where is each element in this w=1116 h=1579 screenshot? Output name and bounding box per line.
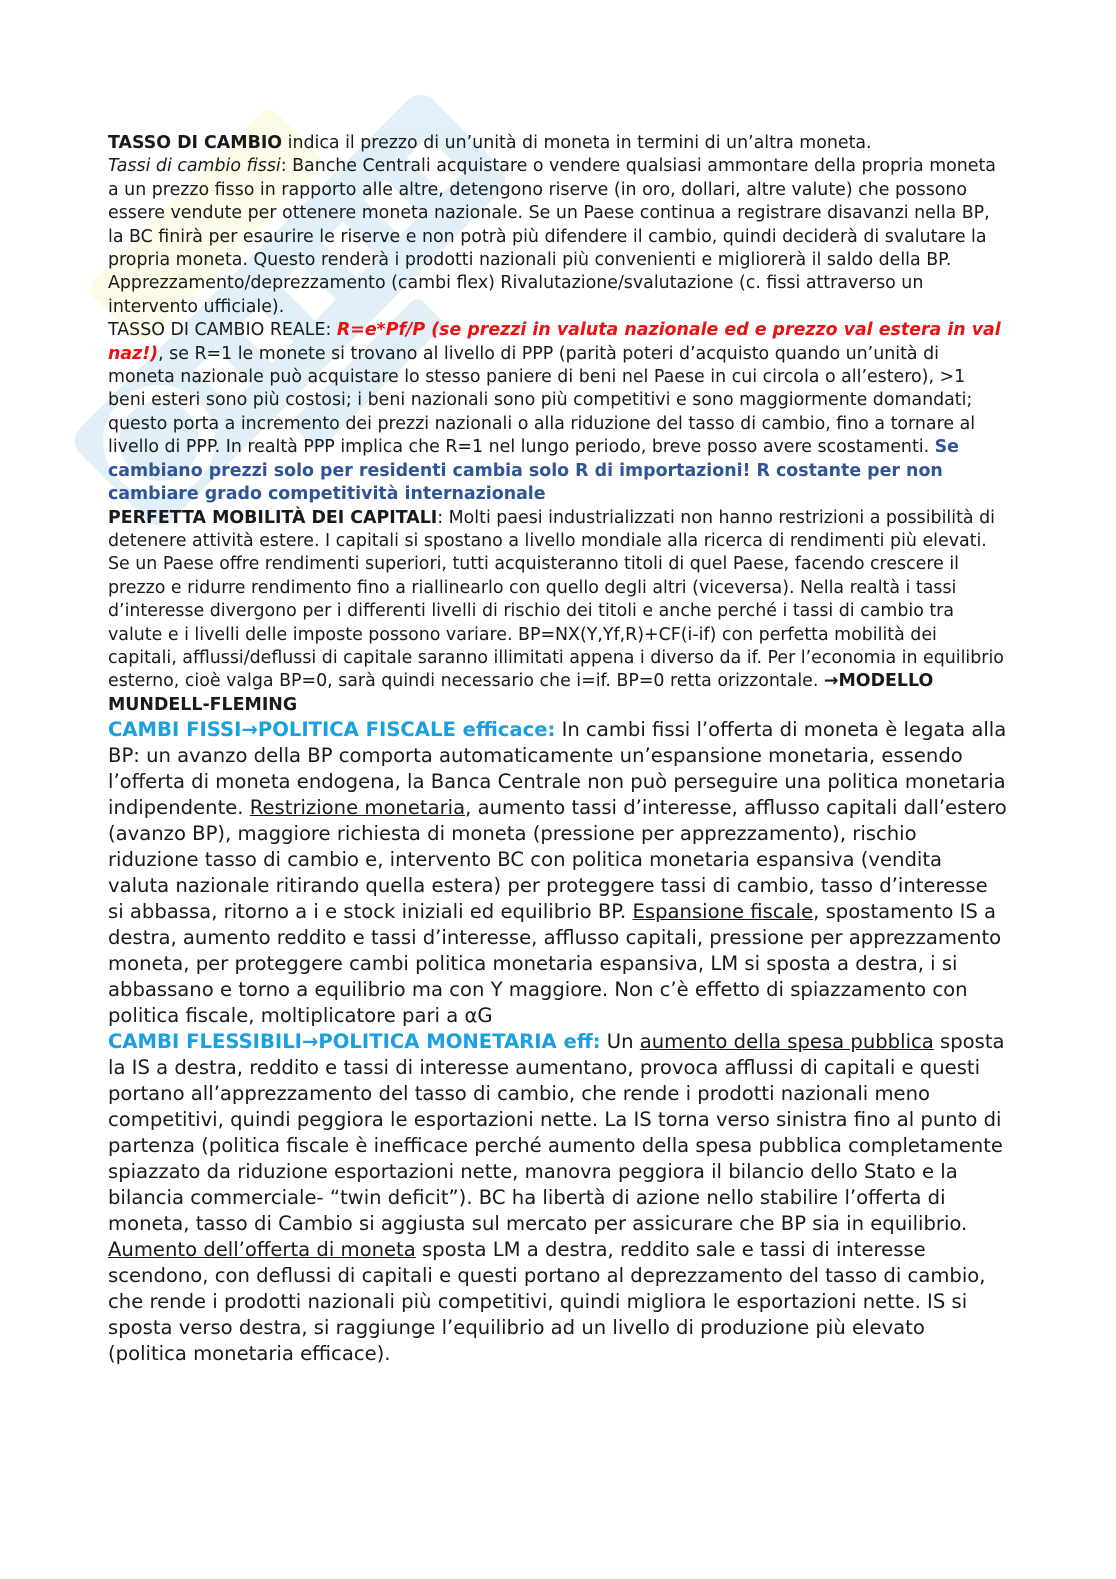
document-body (108, 132, 1008, 1367)
heading-tasso-di-cambio: TASSO DI CAMBIO (108, 133, 283, 153)
heading-mobilita-capitali: PERFETTA MOBILITÀ DEI CAPITALI (108, 507, 438, 528)
term-aumento-spesa-pubblica: aumento della spesa pubblica (639, 1030, 934, 1054)
arrow-right-icon: → (241, 718, 258, 742)
heading-cambi-flessibili: CAMBI FLESSIBILI (108, 1030, 302, 1054)
section-tasso-di-cambio (108, 132, 1008, 717)
text-fissi-1: In cambi fissi l’offerta di moneta è legata alla BP: un avanzo della BP comporta automaticamente un’espansione monetaria, essendo l’offerta di moneta endogena, la Banca Centrale non può perseguire una politica monetaria indipendente. (108, 718, 1007, 820)
paragraph-apprezzamento: Apprezzamento/deprezzamento (cambi flex) Rivalutazione/svalutazione (c. fissi attraverso un intervento ufficiale). (108, 273, 924, 317)
heading-cambi-fissi: CAMBI FISSI (108, 718, 242, 742)
text-flessibili-2: sposta la IS a destra, reddito e tassi di interesse aumentano, provoca afflussi di capitali e questi portano all’apprezzamento del tasso di cambio, che rende i prodotti nazionali meno competitivi, quindi peggiora le esportazioni nette. La IS torna verso sinistra fino al punto di partenza (politica fiscale è inefficace perché aumento della spesa pubblica completamente spiazzato da riduzione esportazioni nette, manovra peggiora il bilancio dello Stato e la bilancia commerciale- “twin deficit”). BC ha libertà di azione nello stabilire l’offerta di moneta, tasso di Cambio si aggiusta sul mercato per assicurare che BP sia in equilibrio. (108, 1030, 1005, 1236)
text-flessibili-1: Un (600, 1030, 640, 1054)
highlight-cambio-reale: Se cambiano prezzi solo per residenti cambia solo R di importazioni! R costante per non cambiare grado competitività internazionale (108, 437, 959, 505)
text-tassi-fissi: : Banche Centrali acquistare o vendere qualsiasi ammontare della propria moneta a un prezzo fisso in rapporto alle altre, detengono riserve (in oro, dollari, altre valute) che possono essere vendute per ottenere moneta nazionale. Se un Paese continua a registrare disavanzi nella BP, la BC finirà per esaurire le riserve e non potrà più difendere il cambio, quindi deciderà di svalutare la propria moneta. Questo renderà i prodotti nazionali più convenienti e migliorerà il saldo della BP. (108, 156, 996, 271)
section-cambi (108, 717, 1008, 1367)
label-tassi-fissi: Tassi di cambio fissi (108, 156, 281, 177)
paragraph-cambi-fissi-politica-fiscale (108, 717, 1008, 1029)
formula-cambio-reale: R=e*Pf/P (se prezzi in valuta nazionale ed e prezzo val estera in val naz!) (108, 320, 1001, 364)
paragraph-cambi-fissi (108, 155, 1008, 272)
paragraph-definizione (108, 132, 1008, 155)
arrow-right-icon: → (301, 1030, 319, 1054)
paragraph-cambi-flessibili-politica-monetaria (108, 1029, 1008, 1367)
heading-politica-monetaria: POLITICA MONETARIA eff: (318, 1030, 601, 1054)
text-intro: indica il prezzo di un’unità di moneta in termini di un’altra moneta. (282, 133, 872, 153)
text-flessibili-3: sposta LM a destra, reddito sale e tassi di interesse scendono, con deflussi di capitali e questi portano al deprezzamento del tasso di cambio, che rende i prodotti nazionali più competitivi, quindi migliora le esportazioni nette. IS si sposta verso destra, si raggiunge l’equilibrio ad un livello di produzione più elevato (politica monetaria efficace). (108, 1238, 986, 1366)
paragraph-mobilita-capitali (108, 507, 1008, 718)
heading-politica-fiscale: POLITICA FISCALE efficace: (257, 718, 556, 742)
term-espansione-fiscale: Espansione fiscale (632, 900, 814, 924)
text-fissi-2: , aumento tassi d’interesse, afflusso capitali dall’estero (avanzo BP), maggiore richiesta di moneta (pressione per apprezzamento), rischio riduzione tasso di cambio e, intervento BC con politica monetaria espansiva (vendita valuta nazionale ritirando quella estera) per proteggere tassi di cambio, tasso d’interesse si abbassa, ritorno a i e stock iniziali ed equilibrio BP. (108, 796, 1007, 924)
paragraph-cambio-reale (108, 319, 1008, 506)
text-mobilita-capitali: : Molti paesi industrializzati non hanno restrizioni a possibilità di detenere attività estere. I capitali si spostano a livello mondiale alla ricerca di rendimenti più elevati. Se un Paese offre rendimenti superiori, tutti acquisteranno titoli di quel Paese, facendo crescere il prezzo e ridurre rendimento fino a riallinearlo con quello degli altri (viceversa). Nella realtà i tassi d’interesse divergono per i differenti livelli di rischio dei titoli e anche perché i tassi di cambio tra valute e i livelli delle imposte possono variare. BP=NX(Y,Yf,R)+CF(i-if) con perfetta mobilità dei capitali, afflussi/deflussi di capitale saranno illimitati appena i diverso da if. Per l’economia in equilibrio esterno, cioè valga BP=0, sarà quindi necessario che i=if. BP=0 retta orizzontale. (108, 507, 1004, 692)
label-cambio-reale: TASSO DI CAMBIO REALE: (108, 320, 337, 341)
text-cambio-reale: , se R=1 le monete si trovano al livello di PPP (parità poteri d’acquisto quando un’unità di moneta nazionale può acquistare lo stesso paniere di beni nel Paese in cui circola o all’estero), >1 beni esteri sono più costosi; i beni nazionali sono più competitivi e sono maggiormente domandati; questo porta a incremento dei prezzi nazionali o alla riduzione del tasso di cambio, fino a tornare al livello di PPP. In realtà PPP implica che R=1 nel lungo periodo, breve posso avere scostamenti. (108, 343, 976, 458)
term-restrizione-monetaria: Restrizione monetaria (249, 796, 466, 820)
text-fissi-3: , spostamento IS a destra, aumento reddito e tassi d’interesse, afflusso capitali, pressione per apprezzamento moneta, per proteggere cambi politica monetaria espansiva, LM si sposta a destra, i si abbassano e torno a equilibrio ma con Y maggiore. Non c’è effetto di spiazzamento con politica fiscale, moltiplicatore pari a αG (108, 900, 1002, 1028)
term-aumento-offerta-moneta: Aumento dell’offerta di moneta (108, 1238, 416, 1262)
arrow-right-icon: → (823, 671, 839, 692)
text-modello-mundell-fleming: MODELLO MUNDELL-FLEMING (108, 671, 934, 715)
